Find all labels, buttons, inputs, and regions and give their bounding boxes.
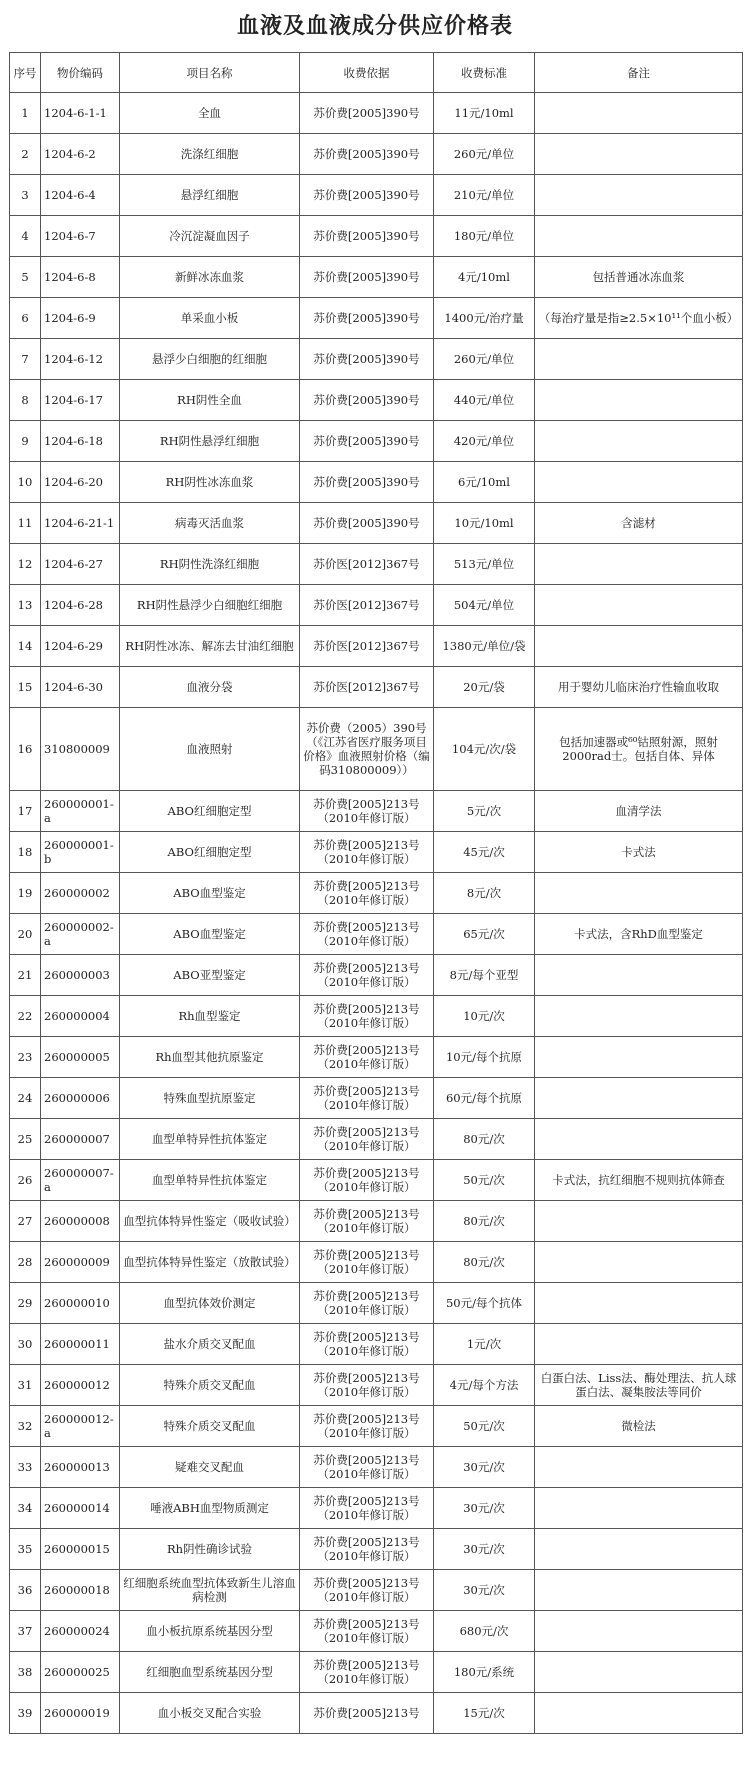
table-header-row [10, 53, 743, 93]
table-row [10, 832, 743, 873]
fee-cell: 1380元/单位/袋 [434, 626, 535, 667]
item-name-cell: 血小板交叉配合实验 [120, 1693, 300, 1734]
item-name-cell: 洗涤红细胞 [120, 134, 300, 175]
item-name-cell: 红细胞系统血型抗体致新生儿溶血病检测 [120, 1570, 300, 1611]
remark-cell: 含滤材 [535, 503, 743, 544]
page-title: 血液及血液成分供应价格表 [236, 13, 513, 39]
fee-cell: 4元/每个方法 [434, 1365, 535, 1406]
table-row [10, 1201, 743, 1242]
price-code-cell: 260000015 [41, 1529, 120, 1570]
basis-cell: 苏价费[2005]213号（2010年修订版） [300, 1037, 434, 1078]
remark-cell [535, 626, 743, 667]
table-row [10, 791, 743, 832]
table-row [10, 380, 743, 421]
seq-cell: 20 [10, 914, 41, 955]
table-row [10, 1078, 743, 1119]
price-code-cell: 260000008 [41, 1201, 120, 1242]
item-name-cell: 血型抗体特异性鉴定（吸收试验） [120, 1201, 300, 1242]
item-name-cell: RH阴性全血 [120, 380, 300, 421]
seq-cell: 31 [10, 1365, 41, 1406]
seq-cell: 24 [10, 1078, 41, 1119]
basis-cell: 苏价费[2005]213号（2010年修订版） [300, 1611, 434, 1652]
item-name-cell: ABO血型鉴定 [120, 914, 300, 955]
table-row [10, 585, 743, 626]
seq-cell: 4 [10, 216, 41, 257]
seq-cell: 34 [10, 1488, 41, 1529]
price-code-cell: 310800009 [41, 708, 120, 791]
seq-cell: 32 [10, 1406, 41, 1447]
table-row [10, 1488, 743, 1529]
header-cell: 收费标准 [434, 53, 535, 93]
fee-cell: 8元/每个亚型 [434, 955, 535, 996]
seq-cell: 13 [10, 585, 41, 626]
item-name-cell: 盐水介质交叉配血 [120, 1324, 300, 1365]
item-name-cell: 悬浮少白细胞的红细胞 [120, 339, 300, 380]
remark-cell: 血清学法 [535, 791, 743, 832]
fee-cell: 30元/次 [434, 1488, 535, 1529]
basis-cell: 苏价医[2012]367号 [300, 544, 434, 585]
seq-cell: 3 [10, 175, 41, 216]
item-name-cell: 红细胞血型系统基因分型 [120, 1652, 300, 1693]
basis-cell: 苏价费[2005]213号（2010年修订版） [300, 1406, 434, 1447]
table-row [10, 257, 743, 298]
item-name-cell: ABO血型鉴定 [120, 873, 300, 914]
item-name-cell: 悬浮红细胞 [120, 175, 300, 216]
seq-cell: 26 [10, 1160, 41, 1201]
price-code-cell: 260000004 [41, 996, 120, 1037]
seq-cell: 18 [10, 832, 41, 873]
fee-cell: 45元/次 [434, 832, 535, 873]
basis-cell: 苏价费[2005]213号（2010年修订版） [300, 1488, 434, 1529]
remark-cell [535, 996, 743, 1037]
table-row [10, 1242, 743, 1283]
item-name-cell: RH阴性洗涤红细胞 [120, 544, 300, 585]
remark-cell: 微检法 [535, 1406, 743, 1447]
table-row [10, 421, 743, 462]
basis-cell: 苏价费[2005]213号（2010年修订版） [300, 791, 434, 832]
table-row [10, 1652, 743, 1693]
basis-cell: 苏价费[2005]213号（2010年修订版） [300, 996, 434, 1037]
fee-cell: 15元/次 [434, 1693, 535, 1734]
remark-cell: 用于婴幼儿临床治疗性输血收取 [535, 667, 743, 708]
seq-cell: 5 [10, 257, 41, 298]
price-code-cell: 1204-6-17 [41, 380, 120, 421]
basis-cell: 苏价费[2005]390号 [300, 93, 434, 134]
fee-cell: 5元/次 [434, 791, 535, 832]
seq-cell: 1 [10, 93, 41, 134]
table-row [10, 996, 743, 1037]
fee-cell: 210元/单位 [434, 175, 535, 216]
price-code-cell: 260000007 [41, 1119, 120, 1160]
seq-cell: 9 [10, 421, 41, 462]
seq-cell: 17 [10, 791, 41, 832]
basis-cell: 苏价费[2005]213号（2010年修订版） [300, 1283, 434, 1324]
remark-cell [535, 1611, 743, 1652]
fee-cell: 50元/次 [434, 1160, 535, 1201]
seq-cell: 19 [10, 873, 41, 914]
table-row [10, 544, 743, 585]
basis-cell: 苏价费[2005]213号（2010年修订版） [300, 1570, 434, 1611]
basis-cell: 苏价费[2005]390号 [300, 175, 434, 216]
price-code-cell: 260000007-a [41, 1160, 120, 1201]
price-code-cell: 260000003 [41, 955, 120, 996]
item-name-cell: 病毒灭活血浆 [120, 503, 300, 544]
item-name-cell: 特殊介质交叉配血 [120, 1365, 300, 1406]
basis-cell: 苏价费[2005]390号 [300, 462, 434, 503]
seq-cell: 6 [10, 298, 41, 339]
item-name-cell: 特殊介质交叉配血 [120, 1406, 300, 1447]
item-name-cell: RH阴性冰冻、解冻去甘油红细胞 [120, 626, 300, 667]
item-name-cell: Rh阴性确诊试验 [120, 1529, 300, 1570]
basis-cell: 苏价医[2012]367号 [300, 626, 434, 667]
basis-cell: 苏价费[2005]213号（2010年修订版） [300, 1652, 434, 1693]
seq-cell: 22 [10, 996, 41, 1037]
fee-cell: 8元/次 [434, 873, 535, 914]
remark-cell [535, 1201, 743, 1242]
fee-cell: 104元/次/袋 [434, 708, 535, 791]
table-row [10, 1119, 743, 1160]
price-code-cell: 260000006 [41, 1078, 120, 1119]
price-code-cell: 260000018 [41, 1570, 120, 1611]
item-name-cell: RH阴性悬浮少白细胞红细胞 [120, 585, 300, 626]
fee-cell: 80元/次 [434, 1201, 535, 1242]
table-row [10, 339, 743, 380]
item-name-cell: 血型抗体效价测定 [120, 1283, 300, 1324]
remark-cell [535, 380, 743, 421]
seq-cell: 2 [10, 134, 41, 175]
remark-cell [535, 1488, 743, 1529]
basis-cell: 苏价费[2005]213号（2010年修订版） [300, 1529, 434, 1570]
header-cell: 备注 [535, 53, 743, 93]
remark-cell [535, 1078, 743, 1119]
table-row [10, 914, 743, 955]
table-row [10, 1365, 743, 1406]
basis-cell: 苏价费[2005]390号 [300, 257, 434, 298]
basis-cell: 苏价费[2005]390号 [300, 339, 434, 380]
basis-cell: 苏价费[2005]213号（2010年修订版） [300, 1201, 434, 1242]
basis-cell: 苏价费[2005]213号 [300, 1693, 434, 1734]
price-code-cell: 260000019 [41, 1693, 120, 1734]
price-code-cell: 260000002 [41, 873, 120, 914]
seq-cell: 33 [10, 1447, 41, 1488]
price-code-cell: 1204-6-21-1 [41, 503, 120, 544]
seq-cell: 11 [10, 503, 41, 544]
table-body [10, 93, 743, 1734]
price-code-cell: 1204-6-18 [41, 421, 120, 462]
item-name-cell: 冷沉淀凝血因子 [120, 216, 300, 257]
basis-cell: 苏价费[2005]390号 [300, 216, 434, 257]
table-row [10, 1611, 743, 1652]
basis-cell: 苏价费[2005]213号（2010年修订版） [300, 832, 434, 873]
fee-cell: 20元/袋 [434, 667, 535, 708]
fee-cell: 504元/单位 [434, 585, 535, 626]
remark-cell [535, 1693, 743, 1734]
price-code-cell: 260000012-a [41, 1406, 120, 1447]
item-name-cell: 特殊血型抗原鉴定 [120, 1078, 300, 1119]
fee-cell: 440元/单位 [434, 380, 535, 421]
basis-cell: 苏价费[2005]213号（2010年修订版） [300, 1242, 434, 1283]
fee-cell: 680元/次 [434, 1611, 535, 1652]
fee-cell: 4元/10ml [434, 257, 535, 298]
remark-cell [535, 93, 743, 134]
fee-cell: 65元/次 [434, 914, 535, 955]
fee-cell: 30元/次 [434, 1529, 535, 1570]
price-code-cell: 260000014 [41, 1488, 120, 1529]
header-cell: 序号 [10, 53, 41, 93]
seq-cell: 23 [10, 1037, 41, 1078]
price-code-cell: 1204-6-9 [41, 298, 120, 339]
price-code-cell: 1204-6-30 [41, 667, 120, 708]
table-row [10, 175, 743, 216]
seq-cell: 15 [10, 667, 41, 708]
table-row [10, 216, 743, 257]
table-row [10, 298, 743, 339]
table-row [10, 1529, 743, 1570]
fee-cell: 80元/次 [434, 1242, 535, 1283]
seq-cell: 38 [10, 1652, 41, 1693]
fee-cell: 180元/系统 [434, 1652, 535, 1693]
remark-cell: 卡式法，抗红细胞不规则抗体筛查 [535, 1160, 743, 1201]
price-code-cell: 1204-6-20 [41, 462, 120, 503]
price-code-cell: 260000001-a [41, 791, 120, 832]
table-row [10, 873, 743, 914]
remark-cell: 白蛋白法、Liss法、酶处理法、抗人球蛋白法、凝集胺法等同价 [535, 1365, 743, 1406]
remark-cell [535, 1242, 743, 1283]
remark-cell [535, 1447, 743, 1488]
item-name-cell: 血型单特异性抗体鉴定 [120, 1160, 300, 1201]
price-code-cell: 1204-6-2 [41, 134, 120, 175]
table-row [10, 1283, 743, 1324]
price-code-cell: 260000001-b [41, 832, 120, 873]
fee-cell: 6元/10ml [434, 462, 535, 503]
basis-cell: 苏价费[2005]390号 [300, 421, 434, 462]
item-name-cell: RH阴性悬浮红细胞 [120, 421, 300, 462]
basis-cell: 苏价费[2005]213号（2010年修订版） [300, 1324, 434, 1365]
seq-cell: 28 [10, 1242, 41, 1283]
price-code-cell: 1204-6-1-1 [41, 93, 120, 134]
header-cell: 物价编码 [41, 53, 120, 93]
item-name-cell: 新鲜冰冻血浆 [120, 257, 300, 298]
item-name-cell: 血小板抗原系统基因分型 [120, 1611, 300, 1652]
seq-cell: 25 [10, 1119, 41, 1160]
basis-cell: 苏价医[2012]367号 [300, 585, 434, 626]
table-row [10, 462, 743, 503]
price-code-cell: 1204-6-8 [41, 257, 120, 298]
table-row [10, 503, 743, 544]
table-row [10, 1160, 743, 1201]
seq-cell: 14 [10, 626, 41, 667]
fee-cell: 260元/单位 [434, 339, 535, 380]
seq-cell: 8 [10, 380, 41, 421]
table-row [10, 93, 743, 134]
basis-cell: 苏价费[2005]390号 [300, 503, 434, 544]
fee-cell: 11元/10ml [434, 93, 535, 134]
table-row [10, 1324, 743, 1365]
price-code-cell: 260000002-a [41, 914, 120, 955]
remark-cell [535, 955, 743, 996]
remark-cell [535, 1652, 743, 1693]
seq-cell: 39 [10, 1693, 41, 1734]
remark-cell: 卡式法，含RhD血型鉴定 [535, 914, 743, 955]
remark-cell [535, 1324, 743, 1365]
fee-cell: 10元/10ml [434, 503, 535, 544]
basis-cell: 苏价费[2005]390号 [300, 380, 434, 421]
fee-cell: 1400元/治疗量 [434, 298, 535, 339]
remark-cell [535, 873, 743, 914]
seq-cell: 21 [10, 955, 41, 996]
remark-cell [535, 216, 743, 257]
table-row [10, 1447, 743, 1488]
item-name-cell: 疑难交叉配血 [120, 1447, 300, 1488]
basis-cell: 苏价费[2005]213号（2010年修订版） [300, 873, 434, 914]
fee-cell: 260元/单位 [434, 134, 535, 175]
fee-cell: 50元/每个抗体 [434, 1283, 535, 1324]
price-code-cell: 260000009 [41, 1242, 120, 1283]
seq-cell: 37 [10, 1611, 41, 1652]
remark-cell [535, 462, 743, 503]
item-name-cell: RH阴性冰冻血浆 [120, 462, 300, 503]
item-name-cell: 血型单特异性抗体鉴定 [120, 1119, 300, 1160]
price-code-cell: 260000012 [41, 1365, 120, 1406]
item-name-cell: 血型抗体特异性鉴定（放散试验） [120, 1242, 300, 1283]
price-code-cell: 1204-6-7 [41, 216, 120, 257]
remark-cell [535, 1283, 743, 1324]
price-code-cell: 1204-6-12 [41, 339, 120, 380]
price-code-cell: 1204-6-27 [41, 544, 120, 585]
basis-cell: 苏价费[2005]213号（2010年修订版） [300, 914, 434, 955]
basis-cell: 苏价费[2005]213号（2010年修订版） [300, 1078, 434, 1119]
fee-cell: 60元/每个抗原 [434, 1078, 535, 1119]
price-code-cell: 260000025 [41, 1652, 120, 1693]
item-name-cell: 血液照射 [120, 708, 300, 791]
table-row [10, 134, 743, 175]
table-row [10, 708, 743, 791]
remark-cell [535, 544, 743, 585]
remark-cell: 包括普通冰冻血浆 [535, 257, 743, 298]
basis-cell: 苏价费（2005）390号（《江苏省医疗服务项目价格》血液照射价格（编码310800009）） [300, 708, 434, 791]
item-name-cell: 全血 [120, 93, 300, 134]
fee-cell: 80元/次 [434, 1119, 535, 1160]
item-name-cell: ABO红细胞定型 [120, 791, 300, 832]
header-cell: 收费依据 [300, 53, 434, 93]
basis-cell: 苏价费[2005]390号 [300, 298, 434, 339]
table-row [10, 1037, 743, 1078]
table-row [10, 1570, 743, 1611]
seq-cell: 12 [10, 544, 41, 585]
seq-cell: 30 [10, 1324, 41, 1365]
remark-cell: 卡式法 [535, 832, 743, 873]
remark-cell [535, 1570, 743, 1611]
seq-cell: 27 [10, 1201, 41, 1242]
fee-cell: 30元/次 [434, 1447, 535, 1488]
table-row [10, 626, 743, 667]
item-name-cell: Rh血型其他抗原鉴定 [120, 1037, 300, 1078]
seq-cell: 35 [10, 1529, 41, 1570]
price-code-cell: 260000005 [41, 1037, 120, 1078]
seq-cell: 7 [10, 339, 41, 380]
basis-cell: 苏价费[2005]213号（2010年修订版） [300, 1365, 434, 1406]
table-row [10, 955, 743, 996]
price-code-cell: 260000013 [41, 1447, 120, 1488]
seq-cell: 16 [10, 708, 41, 791]
remark-cell: （每治疗量是指≥2.5×10¹¹个血小板） [535, 298, 743, 339]
fee-cell: 420元/单位 [434, 421, 535, 462]
price-code-cell: 1204-6-29 [41, 626, 120, 667]
item-name-cell: ABO红细胞定型 [120, 832, 300, 873]
fee-cell: 513元/单位 [434, 544, 535, 585]
basis-cell: 苏价费[2005]213号（2010年修订版） [300, 1119, 434, 1160]
remark-cell [535, 175, 743, 216]
fee-cell: 50元/次 [434, 1406, 535, 1447]
table-row [10, 1406, 743, 1447]
item-name-cell: 唾液ABH血型物质测定 [120, 1488, 300, 1529]
remark-cell [535, 1037, 743, 1078]
fee-cell: 10元/次 [434, 996, 535, 1037]
price-code-cell: 260000010 [41, 1283, 120, 1324]
item-name-cell: 单采血小板 [120, 298, 300, 339]
fee-cell: 1元/次 [434, 1324, 535, 1365]
item-name-cell: ABO亚型鉴定 [120, 955, 300, 996]
fee-cell: 180元/单位 [434, 216, 535, 257]
remark-cell: 包括加速器或⁶⁰钴照射源，照射2000rad士。包括自体、异体 [535, 708, 743, 791]
fee-cell: 10元/每个抗原 [434, 1037, 535, 1078]
basis-cell: 苏价费[2005]390号 [300, 134, 434, 175]
basis-cell: 苏价费[2005]213号（2010年修订版） [300, 955, 434, 996]
header-cell: 项目名称 [120, 53, 300, 93]
fee-cell: 30元/次 [434, 1570, 535, 1611]
remark-cell [535, 1119, 743, 1160]
seq-cell: 10 [10, 462, 41, 503]
basis-cell: 苏价医[2012]367号 [300, 667, 434, 708]
price-code-cell: 1204-6-28 [41, 585, 120, 626]
price-code-cell: 1204-6-4 [41, 175, 120, 216]
basis-cell: 苏价费[2005]213号（2010年修订版） [300, 1447, 434, 1488]
remark-cell [535, 421, 743, 462]
price-table [9, 52, 743, 1734]
price-code-cell: 260000024 [41, 1611, 120, 1652]
remark-cell [535, 585, 743, 626]
seq-cell: 36 [10, 1570, 41, 1611]
table-row [10, 1693, 743, 1734]
item-name-cell: 血液分袋 [120, 667, 300, 708]
remark-cell [535, 134, 743, 175]
item-name-cell: Rh血型鉴定 [120, 996, 300, 1037]
seq-cell: 29 [10, 1283, 41, 1324]
price-code-cell: 260000011 [41, 1324, 120, 1365]
basis-cell: 苏价费[2005]213号（2010年修订版） [300, 1160, 434, 1201]
table-row [10, 667, 743, 708]
remark-cell [535, 1529, 743, 1570]
remark-cell [535, 339, 743, 380]
